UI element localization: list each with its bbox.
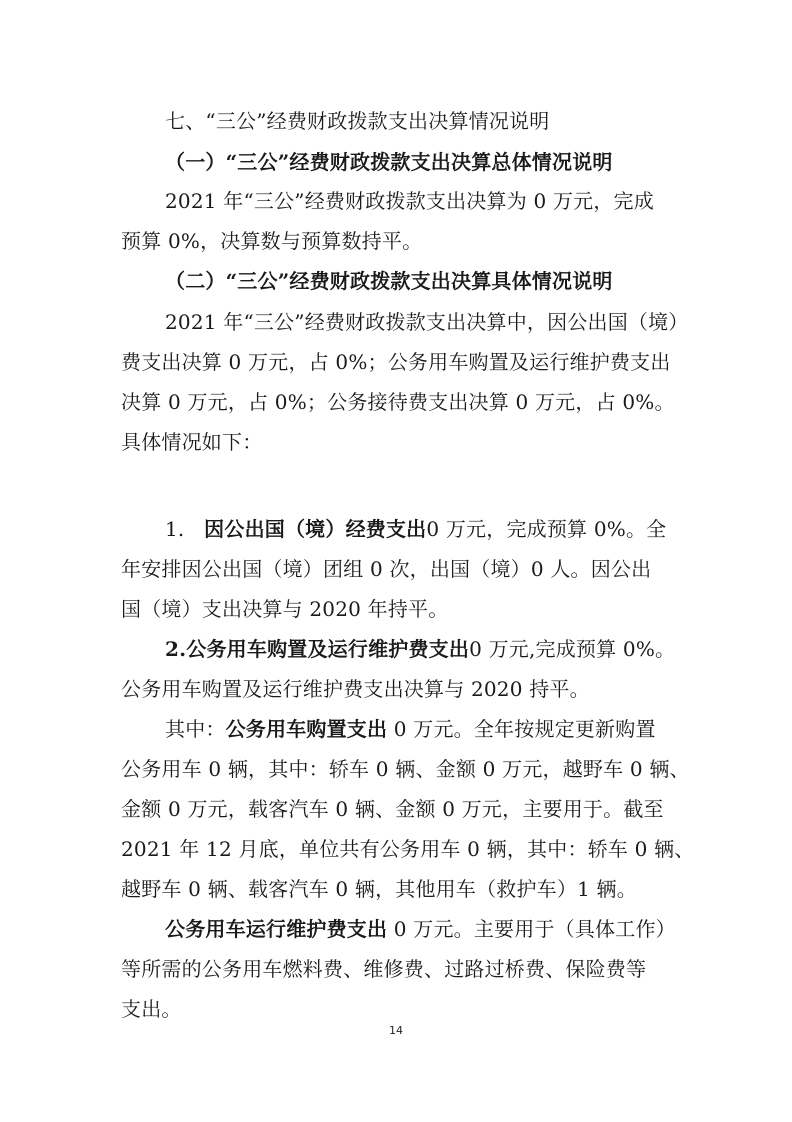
- maintenance-text: 0 万元。主要用于（具体工作）: [387, 917, 676, 941]
- paragraph-line: 2021 年“三公”经费财政拨款支出决算为 0 万元，完成: [165, 189, 654, 213]
- paragraph-line: 公务用车购置及运行维护费支出决算与 2020 持平。: [121, 677, 590, 701]
- paragraph-line: 年安排因公出国（境）团组 0 次，出国（境）0 人。因公出: [121, 557, 652, 581]
- subsection-title-detail: （二）“三公”经费财政拨款支出决算具体情况说明: [165, 269, 613, 293]
- paragraph-line: 金额 0 万元，载客汽车 0 辆、金额 0 万元，主要用于。截至: [121, 797, 664, 821]
- paragraph-line: 预算 0%，决算数与预算数持平。: [121, 229, 423, 253]
- purchase-text: 0 万元。全年按规定更新购置: [387, 717, 656, 741]
- paragraph-line: 公务用车 0 辆，其中：轿车 0 辆、金额 0 万元，越野车 0 辆、: [121, 757, 690, 781]
- item1-text: 0 万元，完成预算 0%。全: [426, 517, 667, 541]
- purchase-prefix: 其中：: [165, 717, 226, 741]
- paragraph-line: 决算 0 万元，占 0%；公务接待费支出决算 0 万元，占 0%。: [121, 390, 675, 414]
- purchase-first-line: [165, 716, 656, 742]
- item2-text: 0 万元,完成预算 0%。: [469, 637, 676, 661]
- maintenance-first-line: [165, 916, 676, 942]
- paragraph-line: 2021 年 12 月底，单位共有公务用车 0 辆，其中：轿车 0 辆、: [121, 837, 695, 861]
- item2-heading: 2.公务用车购置及运行维护费支出: [165, 637, 470, 661]
- paragraph-line: 2021 年“三公”经费财政拨款支出决算中，因公出国（境）: [165, 310, 689, 334]
- section-title: 七、“三公”经费财政拨款支出决算情况说明: [165, 109, 550, 133]
- item2-first-line: [165, 636, 675, 662]
- paragraph-line: 等所需的公务用车燃料费、维修费、过路过桥费、保险费等: [121, 957, 647, 981]
- item1-number: 1.: [165, 517, 185, 541]
- page-number: 14: [389, 1024, 403, 1037]
- paragraph-line: 越野车 0 辆、载客汽车 0 辆，其他用车（救护车）1 辆。: [121, 877, 637, 901]
- subsection-title-overall: （一）“三公”经费财政拨款支出决算总体情况说明: [165, 150, 613, 174]
- paragraph-line: 国（境）支出决算与 2020 年持平。: [121, 597, 449, 621]
- paragraph-line: 支出。: [121, 997, 182, 1021]
- maintenance-heading: 公务用车运行维护费支出: [165, 917, 388, 941]
- item1-first-line: [165, 516, 666, 542]
- paragraph-line: 具体情况如下：: [121, 430, 263, 454]
- item1-heading: 因公出国（境）经费支出: [204, 517, 427, 541]
- purchase-heading: 公务用车购置支出: [225, 717, 388, 741]
- paragraph-line: 费支出决算 0 万元，占 0%；公务用车购置及运行维护费支出: [121, 350, 671, 374]
